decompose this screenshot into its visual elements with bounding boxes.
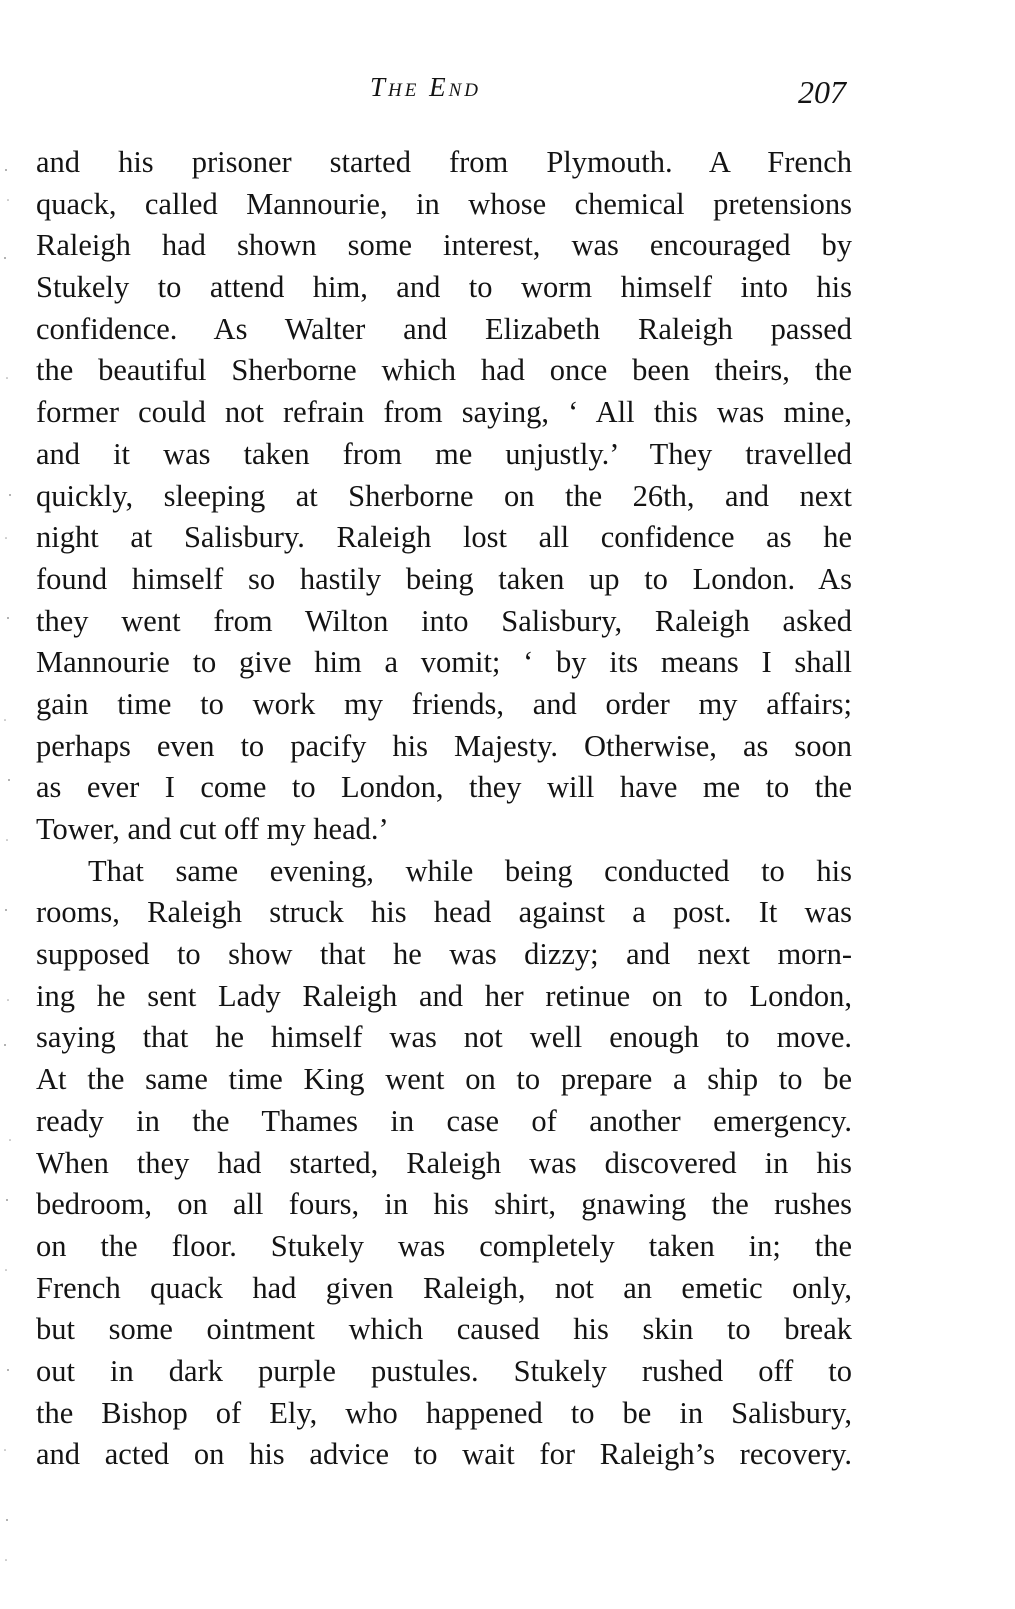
text-line: on the floor. Stukely was completely taken in; the bbox=[36, 1228, 852, 1263]
text-line: French quack had given Raleigh, not an emetic only, bbox=[36, 1270, 852, 1305]
text-line: That same evening, while being conducted to his bbox=[88, 853, 852, 888]
text-line: At the same time King went on to prepare a ship to be bbox=[36, 1062, 852, 1097]
paragraph-1 bbox=[36, 142, 852, 851]
text-line: rooms, Raleigh struck his head against a post. It was bbox=[36, 895, 852, 930]
body-text bbox=[36, 142, 852, 1476]
text-line: night at Salisbury. Raleigh lost all confidence as he bbox=[36, 520, 852, 555]
paragraph-2 bbox=[36, 851, 852, 1476]
text-line: perhaps even to pacify his Majesty. Otherwise, as soon bbox=[36, 728, 852, 763]
text-line: Raleigh had shown some interest, was encouraged by bbox=[36, 228, 852, 263]
text-line: ing he sent Lady Raleigh and her retinue on to London, bbox=[36, 978, 852, 1013]
text-line: and it was taken from me unjustly.’ They travelled bbox=[36, 436, 852, 471]
text-line: saying that he himself was not well enough to move. bbox=[36, 1020, 852, 1055]
running-head: The End bbox=[370, 72, 481, 102]
text-line: Tower, and cut off my head.’ bbox=[36, 812, 389, 846]
text-line: but some ointment which caused his skin to break bbox=[36, 1312, 852, 1347]
text-line: supposed to show that he was dizzy; and next morn- bbox=[36, 937, 852, 972]
page-number: 207 bbox=[798, 74, 846, 110]
gutter-speckle bbox=[2, 140, 32, 1580]
text-line: and his prisoner started from Plymouth. A French bbox=[36, 145, 852, 179]
text-line: When they had started, Raleigh was discovered in his bbox=[36, 1145, 852, 1180]
text-line: as ever I come to London, they will have me to the bbox=[36, 770, 852, 805]
text-line: Stukely to attend him, and to worm himself into his bbox=[36, 270, 852, 305]
text-line: and acted on his advice to wait for Raleigh’s recovery. bbox=[36, 1437, 852, 1472]
text-line: bedroom, on all fours, in his shirt, gnawing the rushes bbox=[36, 1187, 852, 1222]
text-line: Mannourie to give him a vomit; ‘ by its means I shall bbox=[36, 645, 852, 680]
text-line: the beautiful Sherborne which had once been theirs, the bbox=[36, 353, 852, 388]
text-line: confidence. As Walter and Elizabeth Raleigh passed bbox=[36, 311, 852, 346]
text-line: quack, called Mannourie, in whose chemical pretensions bbox=[36, 186, 852, 221]
text-line: the Bishop of Ely, who happened to be in Salisbury, bbox=[36, 1395, 852, 1430]
text-line: ready in the Thames in case of another emergency. bbox=[36, 1103, 852, 1138]
text-line: former could not refrain from saying, ‘ All this was mine, bbox=[36, 395, 852, 430]
text-line: found himself so hastily being taken up to London. As bbox=[36, 561, 852, 596]
text-line: quickly, sleeping at Sherborne on the 26th, and next bbox=[36, 478, 852, 513]
text-line: out in dark purple pustules. Stukely rushed off to bbox=[36, 1353, 852, 1388]
text-line: they went from Wilton into Salisbury, Raleigh asked bbox=[36, 603, 852, 638]
text-line: gain time to work my friends, and order my affairs; bbox=[36, 686, 852, 721]
